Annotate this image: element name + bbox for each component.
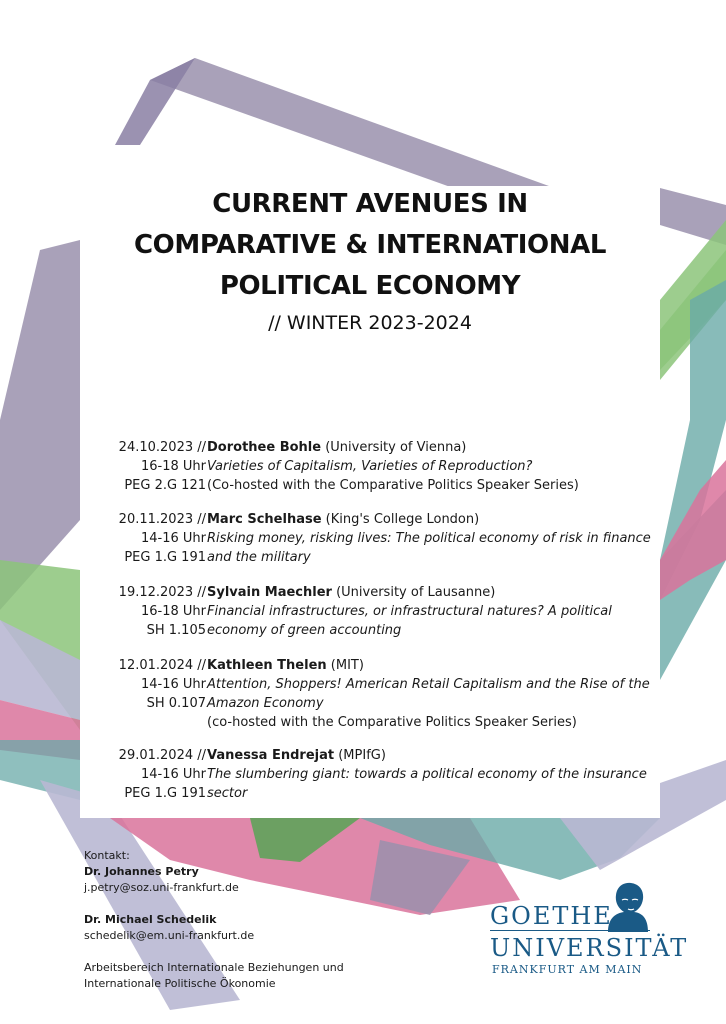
event-time: 14-16 Uhr	[140, 677, 206, 692]
ribbon-left-purple	[0, 240, 80, 610]
event-meta	[80, 746, 206, 803]
event-info	[207, 510, 655, 567]
event-date: 29.01.2024 //	[118, 748, 206, 763]
event-speaker: Kathleen Thelen	[207, 658, 327, 673]
event-talk: The slumbering giant: towards a political economy of the insurance sector	[207, 767, 647, 801]
ribbon-top-purple-left	[115, 58, 195, 145]
event-room: SH 1.105	[146, 623, 206, 638]
event-meta	[80, 583, 206, 640]
event-speaker: Dorothee Bohle	[207, 440, 322, 455]
event-meta	[80, 510, 206, 567]
event-date: 12.01.2024 //	[118, 658, 206, 673]
department-line-1: Arbeitsbereich Internationale Beziehungen und	[84, 961, 344, 974]
logo-line-1: GOETHE	[490, 902, 613, 930]
event-time: 16-18 Uhr	[140, 459, 206, 474]
event-info	[207, 583, 655, 640]
event-meta	[80, 656, 206, 713]
event-affiliation: (MIT)	[326, 658, 364, 673]
event-speaker: Vanessa Endrejat	[207, 748, 335, 763]
event-talk: Financial infrastructures, or infrastructural natures? A political economy of green accounting	[207, 604, 612, 638]
event-room: PEG 1.G 191	[124, 786, 206, 801]
contact-label: Kontakt:	[84, 849, 130, 862]
title-line-1: CURRENT AVENUES IN	[212, 189, 528, 219]
contact-email-2[interactable]: schedelik@em.uni-frankfurt.de	[84, 929, 255, 942]
contact-name-1: Dr. Johannes Petry	[84, 865, 199, 878]
event-affiliation: (University of Vienna)	[321, 440, 467, 455]
title-line-3: POLITICAL ECONOMY	[219, 271, 521, 301]
event-affiliation: (University of Lausanne)	[331, 585, 496, 600]
event-talk: Varieties of Capitalism, Varieties of Reproduction?	[207, 459, 533, 474]
event-time: 14-16 Uhr	[140, 767, 206, 782]
event-time: 16-18 Uhr	[140, 604, 206, 619]
event-meta	[80, 438, 206, 495]
logo-line-2: UNIVERSITÄT	[490, 934, 689, 962]
event-room: PEG 1.G 191	[124, 550, 206, 565]
department-line-2: Internationale Politische Ökonomie	[84, 977, 276, 990]
event-note: (Co-hosted with the Comparative Politics Speaker Series)	[207, 478, 579, 493]
event-speaker: Sylvain Maechler	[207, 585, 332, 600]
event-speaker: Marc Schelhase	[207, 512, 322, 527]
event-talk: Risking money, risking lives: The political economy of risk in finance and the military	[207, 531, 651, 565]
title-line-2: COMPARATIVE & INTERNATIONAL	[133, 230, 606, 260]
event-date: 24.10.2023 //	[118, 440, 206, 455]
event-date: 19.12.2023 //	[118, 585, 206, 600]
event-info	[207, 438, 655, 495]
event-note: (co-hosted with the Comparative Politics Speaker Series)	[207, 715, 577, 730]
event-room: SH 0.107	[146, 696, 206, 711]
event-date: 20.11.2023 //	[118, 512, 206, 527]
event-affiliation: (King's College London)	[321, 512, 480, 527]
logo-line-3: FRANKFURT AM MAIN	[492, 963, 643, 976]
poster-title	[80, 184, 660, 307]
contact-name-2: Dr. Michael Schedelik	[84, 913, 217, 926]
poster-subtitle: // WINTER 2023-2024	[268, 312, 472, 334]
contact-block	[84, 848, 344, 992]
event-talk: Attention, Shoppers! American Retail Capitalism and the Rise of the Amazon Economy	[207, 677, 650, 711]
logo-divider	[490, 930, 650, 931]
goethe-university-logo	[490, 880, 689, 980]
event-info	[207, 656, 655, 732]
event-room: PEG 2.G 121	[124, 478, 206, 493]
event-affiliation: (MPIfG)	[334, 748, 386, 763]
event-info	[207, 746, 655, 803]
event-time: 14-16 Uhr	[140, 531, 206, 546]
contact-email-1[interactable]: j.petry@soz.uni-frankfurt.de	[84, 881, 239, 894]
